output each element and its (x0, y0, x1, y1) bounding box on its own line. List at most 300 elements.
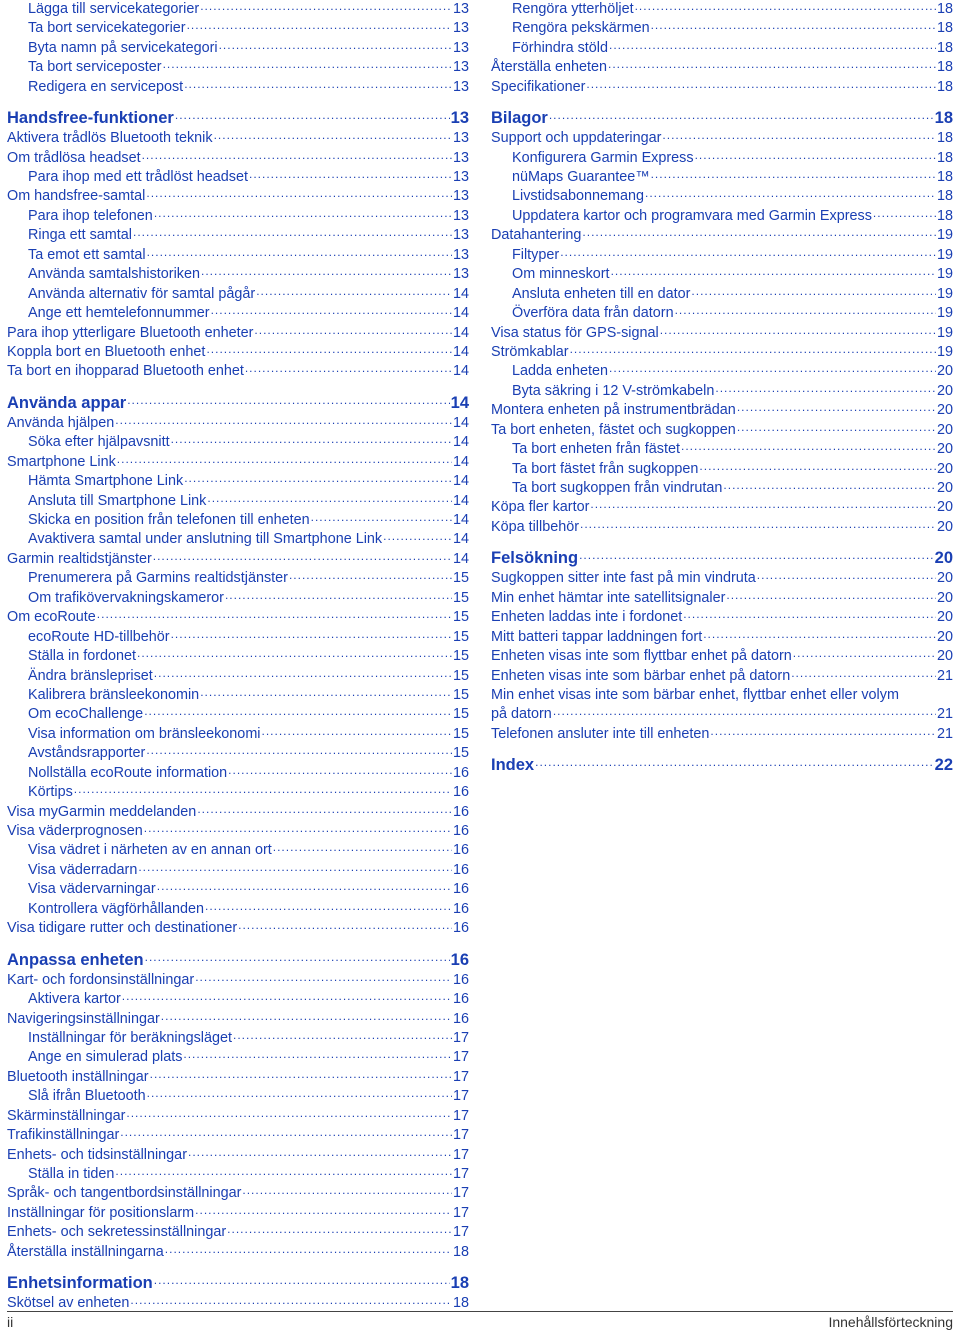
toc-entry-text: Support och uppdateringar (491, 130, 662, 147)
toc-entry-text: Para ihop telefonen (28, 207, 153, 224)
toc-entry-text: Ta bort enheten från fästet (512, 441, 680, 458)
toc-page-number: 14 (452, 285, 469, 302)
dot-leader (133, 223, 452, 242)
toc-page-number: 14 (452, 473, 469, 490)
toc-entry-text: Koppla bort en Bluetooth enhet (7, 343, 206, 360)
toc-page-number: 17 (452, 1107, 469, 1124)
toc-column-right (491, 0, 953, 776)
toc-page-number: 20 (936, 402, 953, 419)
toc-page-number: 17 (452, 1049, 469, 1066)
toc-page-number: 18 (450, 1274, 469, 1293)
toc-entry-text: Mitt batteri tappar laddningen fort (491, 628, 703, 645)
toc-entry-text: Enhetsinformation (7, 1274, 153, 1293)
toc-entry-text: Körtips (28, 784, 73, 801)
toc-entry-text: Avaktivera samtal under anslutning till Smartphone Link (28, 531, 383, 548)
dot-leader (699, 457, 936, 476)
toc-entry-specifikationer[interactable] (491, 78, 953, 97)
toc-entry-redigera-en-servicepost[interactable] (7, 78, 469, 97)
toc-page-number: 20 (936, 648, 953, 665)
toc-page-number: 16 (450, 950, 469, 969)
toc-entry-text: Använda alternativ för samtal pågår (28, 285, 256, 302)
toc-page-number: 14 (452, 531, 469, 548)
toc-entry-text: Visa status för GPS-signal (491, 324, 659, 341)
dot-leader (242, 1181, 452, 1200)
toc-entry-text: Livstidsabonnemang (512, 188, 645, 205)
toc-entry-text: Enhets- och tidsinställningar (7, 1146, 187, 1163)
toc-page-number: 20 (936, 499, 953, 516)
dot-leader (245, 359, 452, 378)
toc-entry-text: Ta bort serviceposter (28, 59, 162, 76)
toc-page-number: 17 (452, 1127, 469, 1144)
dot-leader (153, 547, 452, 566)
toc-entry-text: Ta bort fästet från sugkoppen (512, 460, 699, 477)
toc-entry-text: Ställa in fordonet (28, 648, 137, 665)
toc-page-number: 19 (936, 266, 953, 283)
toc-entry-text: Hämta Smartphone Link (28, 473, 184, 490)
dot-leader (535, 750, 934, 773)
toc-page-number: 15 (452, 589, 469, 606)
toc-entry-text: Navigeringsinställningar (7, 1010, 160, 1027)
dot-leader (675, 301, 936, 320)
dot-leader (549, 103, 934, 126)
toc-page-number: 13 (452, 149, 469, 166)
toc-page-number: 18 (936, 20, 953, 37)
toc-page-number: 20 (934, 549, 953, 568)
dot-leader (146, 184, 452, 203)
toc-page-number: 14 (452, 492, 469, 509)
toc-entry-text: Skicka en position från telefonen till enheten (28, 512, 310, 529)
toc-entry-text: Ta bort sugkoppen från vindrutan (512, 480, 723, 497)
toc-entry-text: Avståndsrapporter (28, 745, 146, 762)
dot-leader (715, 379, 936, 398)
dot-leader (737, 418, 936, 437)
toc-entry-text: Ställa in tiden (28, 1166, 115, 1183)
toc-entry-text: Återställa enheten (491, 59, 608, 76)
toc-entry-text: Skötsel av enheten (7, 1295, 130, 1312)
toc-entry-text: Överföra data från datorn (512, 305, 674, 322)
toc-entry-text: Visa information om bränsleekonomi (28, 725, 261, 742)
dot-leader (228, 761, 452, 780)
toc-entry-text: Redigera en servicepost (28, 78, 184, 95)
dot-leader (154, 664, 452, 683)
toc-entry-text: Lägga till servicekategorier (28, 0, 200, 17)
toc-page-number: 20 (936, 609, 953, 626)
toc-entry-text: Kontrollera vägförhållanden (28, 900, 205, 917)
toc-page-number: 15 (452, 667, 469, 684)
toc-page-number: 21 (936, 706, 953, 723)
toc-page-number: 16 (452, 971, 469, 988)
toc-page-number: 19 (936, 343, 953, 360)
toc-entry-text: nüMaps Guarantee™ (512, 169, 650, 186)
toc-entry-text: Ta bort servicekategorier (28, 20, 186, 37)
dot-leader (171, 625, 452, 644)
toc-page-number: 20 (936, 570, 953, 587)
dot-leader (154, 204, 452, 223)
toc-entry-text: Uppdatera kartor och programvara med Garmin Express (512, 207, 872, 224)
dot-leader (147, 1084, 452, 1103)
toc-entry-text: Prenumerera på Garmins realtidstjänster (28, 570, 288, 587)
dot-leader (662, 126, 936, 145)
dot-leader (695, 146, 936, 165)
toc-entry-text: Smartphone Link (7, 453, 116, 470)
toc-page-number: 15 (452, 570, 469, 587)
toc-entry-text: Om trafikövervakningskameror (28, 589, 224, 606)
toc-page-number: 19 (936, 227, 953, 244)
toc-entry-text: Om ecoRoute (7, 609, 96, 626)
toc-entry-text: Trafikinställningar (7, 1127, 120, 1144)
toc-entry-text: Visa tidigare rutter och destinationer (7, 920, 238, 937)
toc-section-index[interactable] (491, 750, 953, 776)
dot-leader (249, 165, 452, 184)
toc-page-number: 13 (452, 188, 469, 205)
toc-entry-text: Enheten laddas inte i fordonet (491, 609, 683, 626)
dot-leader (175, 103, 450, 126)
toc-page-number: 16 (452, 823, 469, 840)
toc-entry-text: Om minneskort (512, 266, 610, 283)
toc-page-number: 13 (452, 246, 469, 263)
dot-leader (660, 321, 936, 340)
dot-leader (117, 450, 452, 469)
dot-leader (154, 1268, 450, 1291)
toc-page-number: 14 (452, 343, 469, 360)
toc-entry-text: Montera enheten på instrumentbrädan (491, 402, 736, 419)
toc-entry-text: Specifikationer (491, 78, 586, 95)
toc-page-number: 13 (452, 78, 469, 95)
toc-entry-text: Aktivera trådlös Bluetooth teknik (7, 130, 213, 147)
toc-entry-text: Visa vädret i närheten av en annan ort (28, 842, 272, 859)
toc-page-number: 18 (936, 39, 953, 56)
dot-leader (97, 605, 452, 624)
toc-page-number: 15 (452, 686, 469, 703)
toc-entry-text: Byta säkring i 12 V-strömkabeln (512, 382, 715, 399)
dot-leader (651, 16, 936, 35)
dot-leader (311, 508, 452, 527)
toc-page-number: 16 (452, 861, 469, 878)
toc-page-number: 13 (452, 20, 469, 37)
toc-page-number: 17 (452, 1166, 469, 1183)
toc-entry-text: Inställningar för beräkningsläget (28, 1029, 232, 1046)
footer-divider (7, 1311, 953, 1312)
dot-leader (645, 184, 936, 203)
toc-page-number: 13 (452, 207, 469, 224)
toc-page-number: 13 (452, 266, 469, 283)
toc-page-number: 15 (452, 706, 469, 723)
dot-leader (142, 146, 452, 165)
toc-entry-text: Handsfree-funktioner (7, 109, 174, 128)
toc-page-number: 16 (452, 842, 469, 859)
dot-leader (586, 75, 936, 94)
toc-page-number: 15 (452, 648, 469, 665)
dot-leader (383, 527, 452, 546)
toc-page-number: 20 (936, 363, 953, 380)
toc-page-number: 18 (936, 207, 953, 224)
toc-entry-text: Om handsfree-samtal (7, 188, 146, 205)
dot-leader (580, 515, 936, 534)
dot-leader (184, 469, 452, 488)
dot-leader (273, 838, 452, 857)
toc-entry-text: Kart- och fordonsinställningar (7, 971, 195, 988)
toc-entry-text: Slå ifrån Bluetooth (28, 1088, 146, 1105)
toc-entry-text: Ange ett hemtelefonnummer (28, 305, 210, 322)
dot-leader (137, 644, 452, 663)
toc-page-number: 20 (936, 421, 953, 438)
toc-page-number: 21 (936, 667, 953, 684)
toc-page-number: 13 (452, 130, 469, 147)
dot-leader (254, 321, 452, 340)
toc-entry-text: Ladda enheten (512, 363, 609, 380)
dot-leader (74, 780, 452, 799)
dot-leader (138, 858, 452, 877)
toc-page-number: 14 (452, 512, 469, 529)
dot-leader (206, 340, 452, 359)
toc-entry-text: Köpa fler kartor (491, 499, 590, 516)
toc-entry-aterstalla-installningarna[interactable] (7, 1243, 469, 1262)
toc-entry-text: Anpassa enheten (7, 950, 144, 969)
toc-entry-text: Telefonen ansluter inte till enheten (491, 725, 710, 742)
toc-entry-text: Strömkablar (491, 343, 569, 360)
toc-entry-text: Min enhet visas inte som bärbar enhet, flyttbar enhet eller volym (491, 687, 899, 703)
toc-page-number: 19 (936, 246, 953, 263)
toc-page-number: 14 (452, 324, 469, 341)
dot-leader (187, 16, 452, 35)
toc-entry-ta-bort-en-ihopparad-bluetooth-enhet[interactable] (7, 362, 469, 381)
dot-leader (757, 566, 936, 585)
dot-leader (227, 1220, 452, 1239)
toc-page-number: 16 (452, 881, 469, 898)
toc-entry-text-cont: på datorn (491, 706, 552, 723)
footer-page-number: ii (7, 1314, 14, 1330)
dot-leader (200, 0, 452, 16)
dot-leader (590, 495, 936, 514)
dot-leader (207, 489, 452, 508)
toc-entry-text: Rengöra pekskärmen (512, 20, 650, 37)
toc-page-number: 14 (452, 550, 469, 567)
footer-section-title: Innehållsförteckning (828, 1314, 953, 1330)
toc-page-number: 16 (452, 764, 469, 781)
toc-page-number: 21 (936, 725, 953, 742)
dot-leader (195, 1201, 452, 1220)
toc-entry-text: Index (491, 756, 535, 775)
toc-entry-text: Ange en simulerad plats (28, 1049, 183, 1066)
toc-entry-text: Byta namn på servicekategori (28, 39, 218, 56)
dot-leader (570, 340, 936, 359)
toc-page-number: 13 (452, 169, 469, 186)
dot-leader (195, 968, 452, 987)
toc-entry-text: Ändra bränslepriset (28, 667, 153, 684)
dot-leader (201, 262, 452, 281)
toc-entry-text: Ta bort en ihopparad Bluetooth enhet (7, 363, 244, 380)
toc-entry-text: Felsökning (491, 549, 579, 568)
toc-page-number: 18 (936, 188, 953, 205)
dot-leader (161, 1007, 452, 1026)
dot-leader (651, 165, 936, 184)
toc-page-number: 13 (450, 109, 469, 128)
toc-page-number: 16 (452, 784, 469, 801)
toc-entry-text: Köpa tillbehör (491, 518, 580, 535)
toc-page-number: 15 (452, 628, 469, 645)
dot-leader (681, 437, 936, 456)
toc-entry-text: Skärminställningar (7, 1107, 126, 1124)
toc-page-number: 13 (452, 39, 469, 56)
toc-page-number: 18 (936, 149, 953, 166)
dot-leader (200, 683, 452, 702)
toc-page-number: 16 (452, 991, 469, 1008)
toc-entry-text: Ta bort enheten, fästet och sugkoppen (491, 421, 736, 438)
toc-entry-text: Använda hjälpen (7, 414, 115, 431)
toc-page-number: 17 (452, 1068, 469, 1085)
toc-entry-enheten-visas-inte-som-barbar-enhet-pa-d[interactable] (491, 667, 953, 686)
dot-leader (115, 411, 452, 430)
toc-page-number: 18 (452, 1243, 469, 1260)
dot-leader (710, 722, 936, 741)
toc-page-number: 14 (452, 434, 469, 451)
dot-leader (147, 243, 452, 262)
toc-entry-min-enhet-visas-inte-som-barbar-enhet-fl[interactable] (491, 686, 953, 725)
dot-leader (683, 605, 936, 624)
toc-page-number: 16 (452, 900, 469, 917)
toc-entry-text: Para ihop med ett trådlöst headset (28, 169, 248, 186)
toc-page-number: 15 (452, 609, 469, 626)
toc-page-number: 20 (936, 589, 953, 606)
toc-page-number: 20 (936, 480, 953, 497)
toc-page-number: 17 (452, 1146, 469, 1163)
dot-leader (214, 126, 452, 145)
dot-leader (157, 877, 452, 896)
toc-page-number: 16 (452, 1010, 469, 1027)
toc-page-number: 14 (452, 414, 469, 431)
toc-entry-text: Rengöra ytterhöljet (512, 0, 634, 17)
dot-leader (579, 543, 934, 566)
toc-page-number: 13 (452, 0, 469, 17)
dot-leader (219, 36, 452, 55)
toc-entry-text: Enhets- och sekretessinställningar (7, 1224, 227, 1241)
dot-leader (609, 36, 936, 55)
toc-entry-text: Nollställa ecoRoute information (28, 764, 228, 781)
dot-leader (130, 1291, 452, 1310)
toc-entry-text: Garmin realtidstjänster (7, 550, 152, 567)
dot-leader (126, 1104, 452, 1123)
toc-entry-text: Para ihop ytterligare Bluetooth enheter (7, 324, 254, 341)
toc-entry-text: Om ecoChallenge (28, 706, 144, 723)
toc-page-number: 19 (936, 285, 953, 302)
toc-page-number: 19 (936, 305, 953, 322)
toc-entry-text: Förhindra stöld (512, 39, 608, 56)
toc-entry-text: Använda appar (7, 393, 127, 412)
toc-entry-text: Visa vädervarningar (28, 881, 156, 898)
dot-leader (225, 586, 452, 605)
toc-entry-text: Återställa inställningarna (7, 1243, 164, 1260)
toc-entry-text: Datahantering (491, 227, 582, 244)
toc-page-number: 16 (452, 920, 469, 937)
toc-column-left (7, 0, 469, 1314)
toc-page-number: 17 (452, 1029, 469, 1046)
toc-page-number: 17 (452, 1088, 469, 1105)
dot-leader (144, 702, 452, 721)
dot-leader (691, 282, 936, 301)
toc-page-number: 19 (936, 324, 953, 341)
toc-page-number: 14 (450, 393, 469, 412)
toc-page-number: 15 (452, 745, 469, 762)
toc-entry-text: Visa myGarmin meddelanden (7, 803, 197, 820)
dot-leader (723, 476, 936, 495)
dot-leader (163, 55, 452, 74)
toc-page-number: 13 (452, 59, 469, 76)
toc-entry-text: Språk- och tangentbordsinställningar (7, 1185, 242, 1202)
toc-page-number: 22 (934, 756, 953, 775)
toc-entry-text: Ta emot ett samtal (28, 246, 146, 263)
toc-page-number: 18 (452, 1295, 469, 1312)
dot-leader (144, 819, 452, 838)
toc-page-number: 14 (452, 305, 469, 322)
toc-page-number: 20 (936, 460, 953, 477)
toc-page-number: 18 (936, 0, 953, 17)
toc-entry-text: Ringa ett samtal (28, 227, 132, 244)
toc-entry-telefonen-ansluter-inte-till-enheten[interactable] (491, 725, 953, 744)
toc-entry-text: Enheten visas inte som flyttbar enhet på datorn (491, 648, 792, 665)
toc-entry-text: Min enhet hämtar inte satellitsignaler (491, 589, 726, 606)
toc-entry-text: Enheten visas inte som bärbar enhet på datorn (491, 667, 791, 684)
toc-entry-text: Konfigurera Garmin Express (512, 149, 694, 166)
dot-leader (608, 55, 936, 74)
toc-page-number: 14 (452, 363, 469, 380)
toc-entry-text: Ansluta till Smartphone Link (28, 492, 207, 509)
toc-entry-text: Söka efter hjälpavsnitt (28, 434, 170, 451)
dot-leader (146, 741, 452, 760)
toc-page-number: 14 (452, 453, 469, 470)
toc-entry-text: Använda samtalshistoriken (28, 266, 200, 283)
toc-entry-text: Filtyper (512, 246, 560, 263)
toc-page-number: 15 (452, 725, 469, 742)
dot-leader (165, 1240, 452, 1259)
toc-entry-text: Sugkoppen sitter inte fast på min vindruta (491, 570, 756, 587)
toc-entry-kopa-tillbehor[interactable] (491, 518, 953, 537)
dot-leader (791, 664, 936, 683)
dot-leader (609, 359, 936, 378)
toc-page-number: 17 (452, 1224, 469, 1241)
dot-leader (611, 262, 936, 281)
toc-entry-text: Kalibrera bränsleekonomin (28, 686, 200, 703)
dot-leader (793, 644, 936, 663)
dot-leader (122, 987, 452, 1006)
dot-leader (150, 1065, 452, 1084)
dot-leader (120, 1123, 452, 1142)
dot-leader (211, 301, 452, 320)
dot-leader (205, 897, 452, 916)
dot-leader (115, 1162, 452, 1181)
toc-page-number: 18 (936, 130, 953, 147)
toc-entry-text: Inställningar för positionslarm (7, 1204, 195, 1221)
toc-page-number: 20 (936, 441, 953, 458)
toc-entry-text: ecoRoute HD-tillbehör (28, 628, 170, 645)
toc-entry-text: Om trådlösa headset (7, 149, 141, 166)
toc-page-number: 16 (452, 803, 469, 820)
dot-leader (262, 722, 452, 741)
toc-entry-text: Aktivera kartor (28, 991, 121, 1008)
dot-leader (553, 702, 936, 721)
toc-page-number: 18 (936, 78, 953, 95)
dot-leader (256, 282, 452, 301)
toc-entry-text: Visa väderprognosen (7, 823, 143, 840)
toc-page-number: 18 (936, 169, 953, 186)
dot-leader (184, 75, 452, 94)
toc-page-number: 20 (936, 628, 953, 645)
dot-leader (233, 1026, 452, 1045)
toc-page-number: 18 (934, 109, 953, 128)
toc-entry-visa-tidigare-rutter-och-destinationer[interactable] (7, 919, 469, 938)
toc-page-number: 18 (936, 59, 953, 76)
dot-leader (145, 945, 450, 968)
dot-leader (188, 1143, 452, 1162)
